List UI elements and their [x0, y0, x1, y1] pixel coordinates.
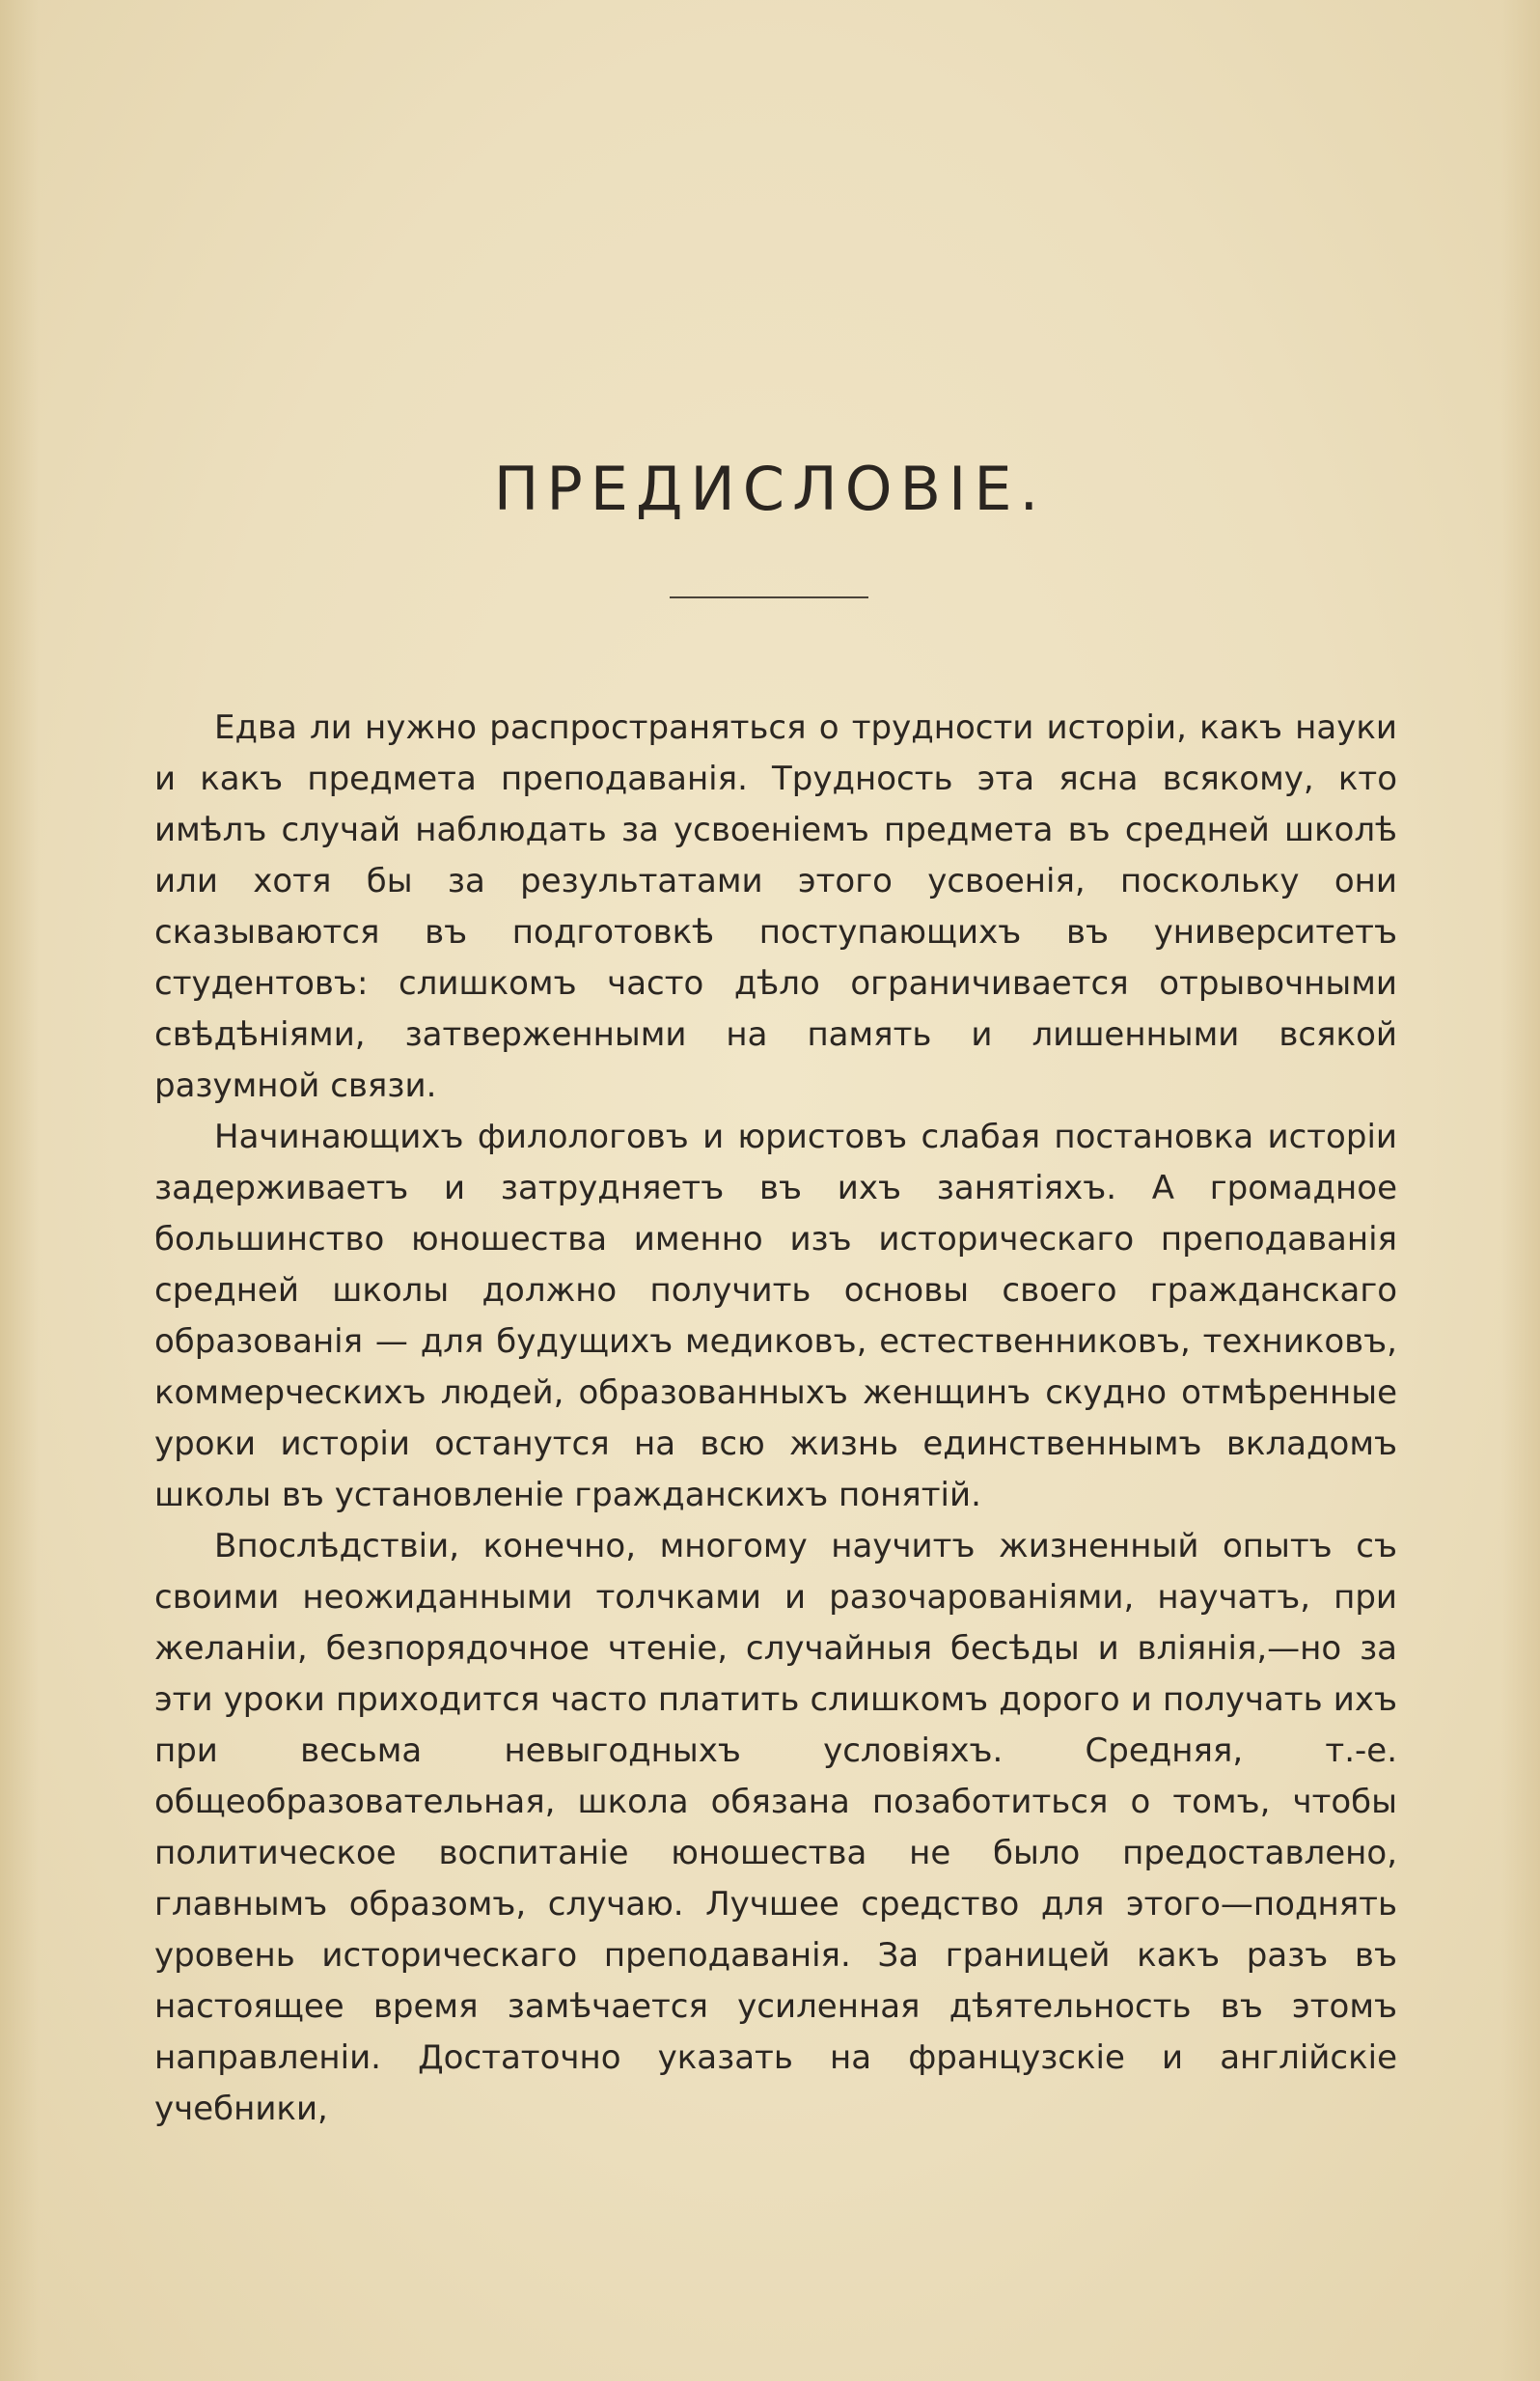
preface-body: [154, 703, 1397, 2135]
page-edge-shadow-left: [0, 0, 39, 2381]
title-divider: [670, 596, 868, 598]
paragraph: Начинающихъ филологовъ и юристовъ слабая постановка исторіи задерживаетъ и затрудняетъ въ ихъ занятіяхъ. А громадное большинство юношества именно изъ историческаго преподаванія средней школы должно получить основы своего гражданскаго образованія — для будущихъ медиковъ, естественниковъ, техниковъ, коммерческихъ людей, образованныхъ женщинъ скудно отмѣренные уроки исторіи останутся на всю жизнь единственнымъ вкладомъ школы въ установленіе гражданскихъ понятій.: [154, 1118, 1397, 1514]
paragraph: Едва ли нужно распространяться о трудности исторіи, какъ науки и какъ предмета преподаванія. Трудность эта ясна всякому, кто имѣлъ случай наблюдать за усвоеніемъ предмета въ средней школѣ или хотя бы за результатами этого усвоенія, поскольку они сказываются въ подготовкѣ поступающихъ въ университетъ студентовъ: слишкомъ часто дѣло ограничивается отрывочными свѣдѣніями, затверженными на память и лишенными всякой разумной связи.: [154, 708, 1397, 1105]
page-title: ПРЕДИСЛОВІЕ.: [493, 454, 1047, 524]
paragraph: Впослѣдствіи, конечно, многому научитъ жизненный опытъ съ своими неожиданными толчками и разочарованіями, научатъ, при желаніи, безпорядочное чтеніе, случайныя бесѣды и вліянія,—но за эти уроки приходится часто платить слишкомъ дорого и получать ихъ при весьма невыгодныхъ условіяхъ. Средняя, т.-е. общеобразовательная, школа обязана позаботиться о томъ, чтобы политическое воспитаніе юношества не было предоставлено, главнымъ образомъ, случаю. Лучшее средство для этого—поднять уровень историческаго преподаванія. За границей какъ разъ въ настоящее время замѣчается усиленная дѣятельность въ этомъ направленіи. Достаточно указать на французскіе и англійскіе учебники,: [154, 1527, 1397, 2128]
page-edge-shadow-right: [1501, 0, 1540, 2381]
